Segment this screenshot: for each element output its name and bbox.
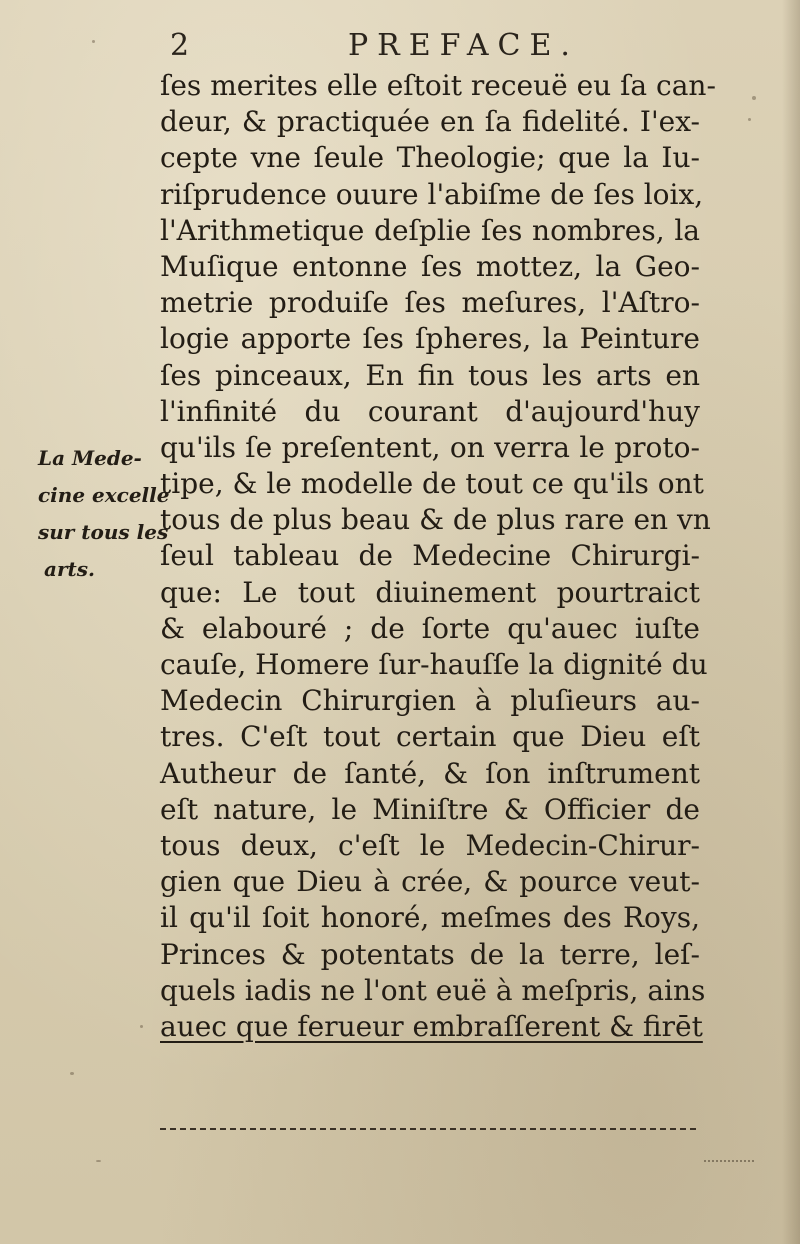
running-title: PREFACE. [348, 28, 579, 63]
text-line: que: Le tout diuinement pourtraict [160, 575, 700, 609]
page-edge-shadow [782, 0, 800, 1244]
paper-speck [92, 40, 95, 43]
text-line: Muſique entonne ſes mottez, la Geo- [160, 249, 700, 283]
text-line: metrie produiſe ſes meſures, l'Aſtro- [160, 286, 700, 320]
ink-smudge [704, 1150, 754, 1162]
marginal-note-line: cine excelle [38, 483, 170, 507]
text-line: il qu'il ſoit honoré, meſmes des Roys, [160, 901, 700, 935]
text-line: auec que ferueur embraſſerent & firēt [160, 1009, 703, 1043]
text-line: tous deux, c'eſt le Medecin-Chirur- [160, 828, 700, 862]
paper-speck [140, 1025, 143, 1028]
marginal-note-line: sur tous les [38, 520, 169, 544]
footer-rule [160, 1128, 696, 1130]
text-line: eſt nature, le Miniſtre & Officier de [160, 792, 700, 826]
text-line: tipe, & le modelle de tout ce qu'ils ont [160, 467, 704, 501]
text-line: riſprudence ouure l'abiſme de ſes loix, [160, 177, 704, 211]
text-line: ſeul tableau de Medecine Chirurgi- [160, 539, 700, 573]
text-line: cepte vne ſeule Theologie; que la Iu- [160, 141, 700, 175]
paper-speck [752, 96, 756, 100]
text-line: Medecin Chirurgien à pluſieurs au- [160, 684, 700, 718]
marginal-note [38, 440, 168, 588]
text-line: deur, & practiquée en ſa fidelité. I'ex- [160, 105, 700, 139]
marginal-note-line: arts. [44, 557, 95, 581]
text-line: tres. C'eſt tout certain que Dieu eſt [160, 720, 700, 754]
text-line: tous de plus beau & de plus rare en vn [160, 503, 711, 537]
text-line: qu'ils ſe preſentent, on verra le proto- [160, 430, 700, 464]
marginal-note-line: La Mede- [38, 446, 142, 470]
text-line: gien que Dieu à crée, & pource veut- [160, 865, 700, 899]
text-line: & elabouré ; de ſorte qu'auec iuſte [160, 611, 700, 645]
body-text [160, 68, 716, 1045]
text-line: quels iadis ne l'ont euë à meſpris, ains [160, 973, 706, 1007]
text-line: l'infinité du courant d'aujourd'huy [160, 394, 700, 428]
text-line: l'Arithmetique deſplie ſes nombres, la [160, 213, 700, 247]
text-line: cauſe, Homere ſur-hauſſe la dignité du [160, 648, 708, 681]
paper-speck [70, 1072, 74, 1075]
page-number: 2 [170, 28, 190, 63]
text-line: Autheur de ſanté, & ſon inſtrument [160, 756, 700, 790]
text-line: ſes pinceaux, En fin tous les arts en [160, 358, 700, 392]
text-line: logie apporte ſes ſpheres, la Peinture [160, 322, 700, 356]
text-line: ſes merites elle eſtoit receuë eu ſa can- [160, 69, 716, 102]
paper-speck [96, 1160, 101, 1162]
text-line: Princes & potentats de la terre, leſ- [160, 937, 700, 971]
paper-speck [748, 118, 751, 121]
